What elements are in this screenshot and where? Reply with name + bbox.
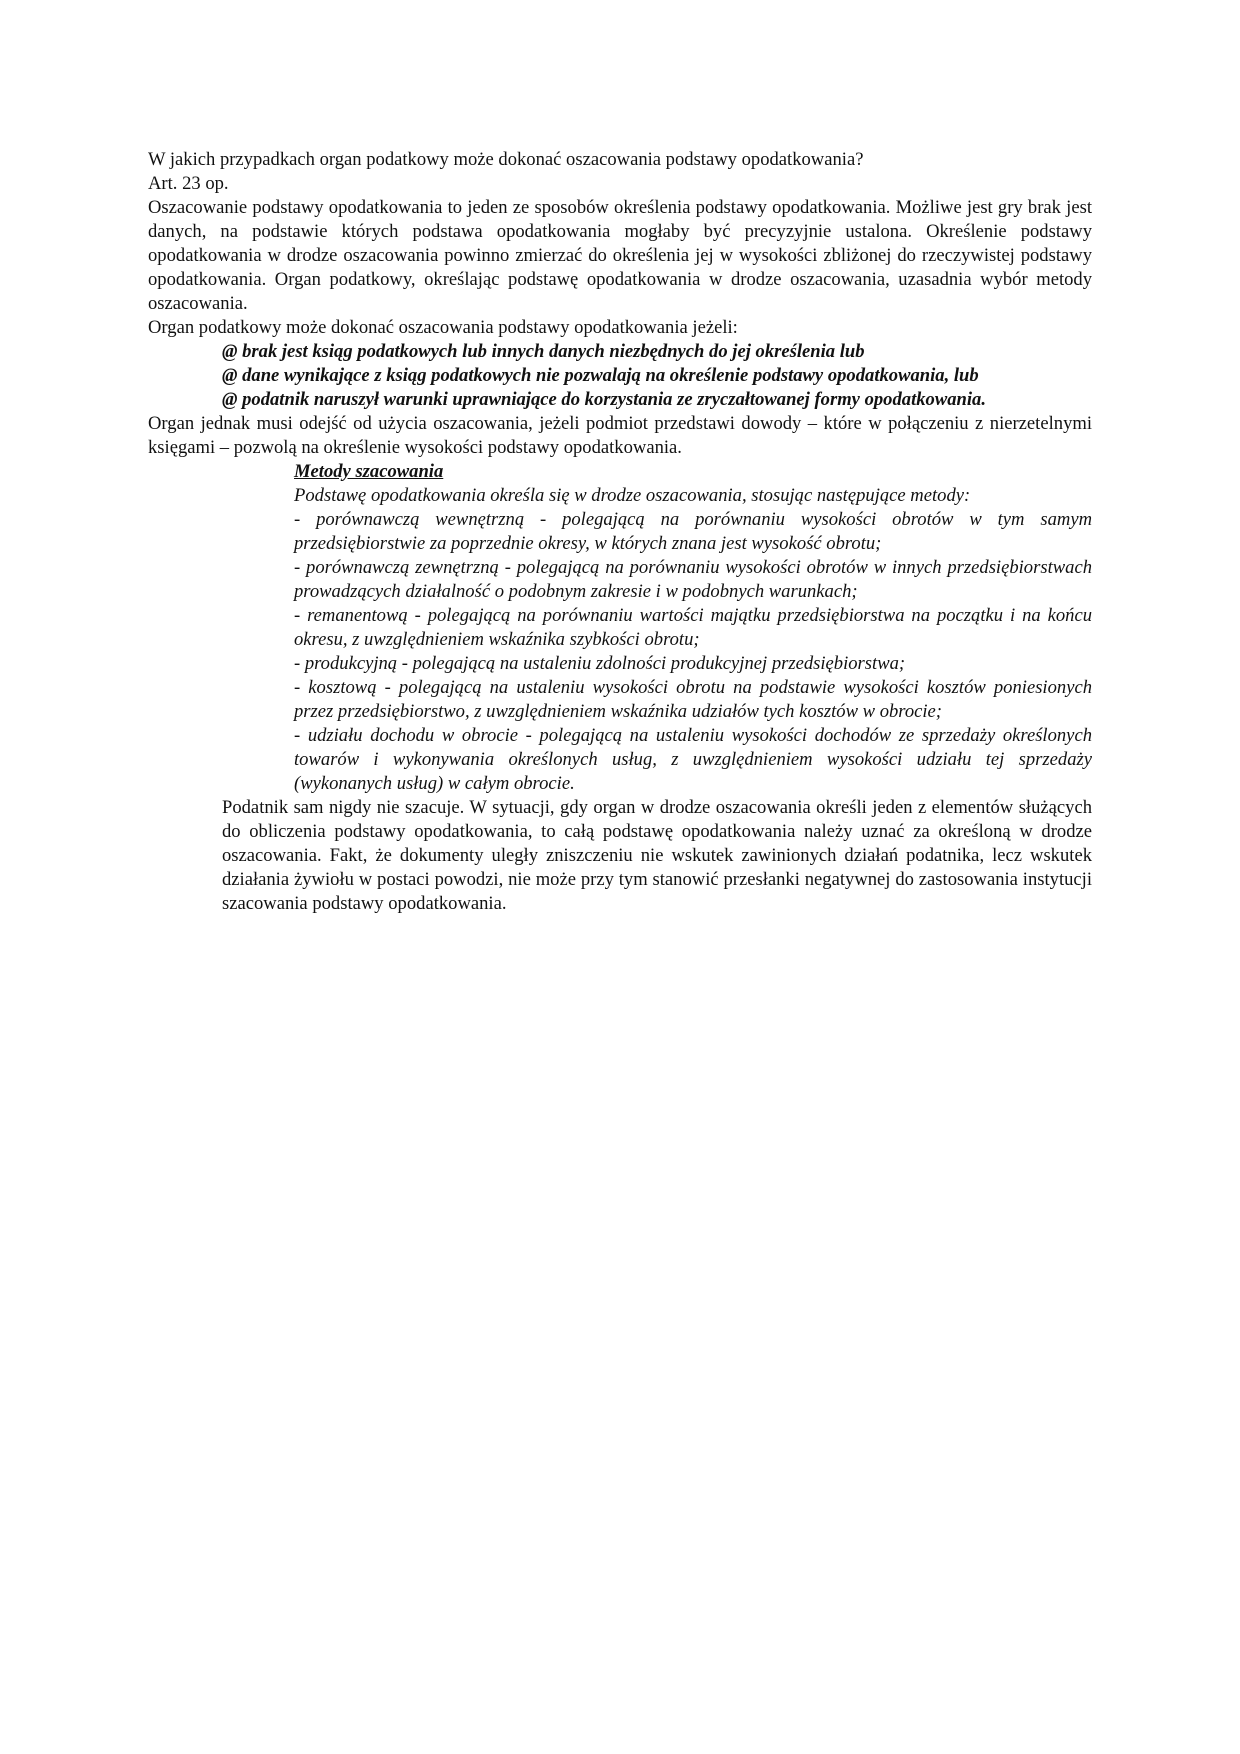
- method-item: - porównawczą zewnętrzną - polegającą na porównaniu wysokości obrotów w innych przedsiębiorstwach prowadzących działalność o podobnym zakresie i w podobnych warunkach;: [294, 557, 1092, 602]
- conditions-lead: Organ podatkowy może dokonać oszacowania podstawy opodatkowania jeżeli:: [148, 317, 738, 338]
- condition-item: @ podatnik naruszył warunki uprawniające do korzystania ze zryczałtowanej formy opodatkowania.: [222, 389, 986, 410]
- method-item: - udziału dochodu w obrocie - polegającą na ustaleniu wysokości dochodów ze sprzedaży określonych towarów i wykonywania określonych usług, z uwzględnieniem wysokości udziału tej sprzedaży (wykonanych usług) w całym obrocie.: [294, 725, 1092, 794]
- condition-item: @ brak jest ksiąg podatkowych lub innych danych niezbędnych do jej określenia lub: [222, 341, 865, 362]
- question-heading: W jakich przypadkach organ podatkowy może dokonać oszacowania podstawy opodatkowania?: [148, 149, 864, 170]
- exception-paragraph: Organ jednak musi odejść od użycia oszacowania, jeżeli podmiot przedstawi dowody – które w połączeniu z nierzetelnymi księgami – pozwolą na określenie wysokości podstawy opodatkowania.: [148, 413, 1092, 458]
- method-item: - remanentową - polegającą na porównaniu wartości majątku przedsiębiorstwa na początku i na końcu okresu, z uwzględnieniem wskaźnika szybkości obrotu;: [294, 605, 1092, 650]
- method-item: - porównawczą wewnętrzną - polegającą na porównaniu wysokości obrotów w tym samym przedsiębiorstwie za poprzednie okresy, w których znana jest wysokość obrotu;: [294, 509, 1092, 554]
- document-page: [148, 148, 1092, 916]
- closing-paragraph: Podatnik sam nigdy nie szacuje. W sytuacji, gdy organ w drodze oszacowania określi jeden z elementów służących do obliczenia podstawy opodatkowania, to całą podstawę opodatkowania należy uznać za określoną w drodze oszacowania. Fakt, że dokumenty uległy zniszczeniu nie wskutek zawinionych działań podatnika, lecz wskutek działania żywiołu w postaci powodzi, nie może przy tym stanowić przesłanki negatywnej do zastosowania instytucji szacowania podstawy opodatkowania.: [222, 797, 1092, 914]
- methods-title: Metody szacowania: [294, 461, 444, 482]
- method-item: - kosztową - polegającą na ustaleniu wysokości obrotu na podstawie wysokości kosztów poniesionych przez przedsiębiorstwo, z uwzględnieniem wskaźnika udziałów tych kosztów w obrocie;: [294, 677, 1092, 722]
- methods-lead: Podstawę opodatkowania określa się w drodze oszacowania, stosując następujące metody:: [294, 485, 971, 506]
- condition-item: @ dane wynikające z ksiąg podatkowych nie pozwalają na określenie podstawy opodatkowania, lub: [222, 365, 979, 386]
- method-item: - produkcyjną - polegającą na ustaleniu zdolności produkcyjnej przedsiębiorstwa;: [294, 653, 906, 674]
- article-reference: Art. 23 op.: [148, 173, 229, 194]
- intro-paragraph: Oszacowanie podstawy opodatkowania to jeden ze sposobów określenia podstawy opodatkowania. Możliwe jest gry brak jest danych, na podstawie których podstawa opodatkowania mogłaby być precyzyjnie ustalona. Określenie podstawy opodatkowania w drodze oszacowania powinno zmierzać do określenia jej w wysokości zbliżonej do rzeczywistej podstawy opodatkowania. Organ podatkowy, określając podstawę opodatkowania w drodze oszacowania, uzasadnia wybór metody oszacowania.: [148, 197, 1092, 314]
- conditions-list: [222, 340, 1092, 412]
- methods-section: [294, 460, 1092, 796]
